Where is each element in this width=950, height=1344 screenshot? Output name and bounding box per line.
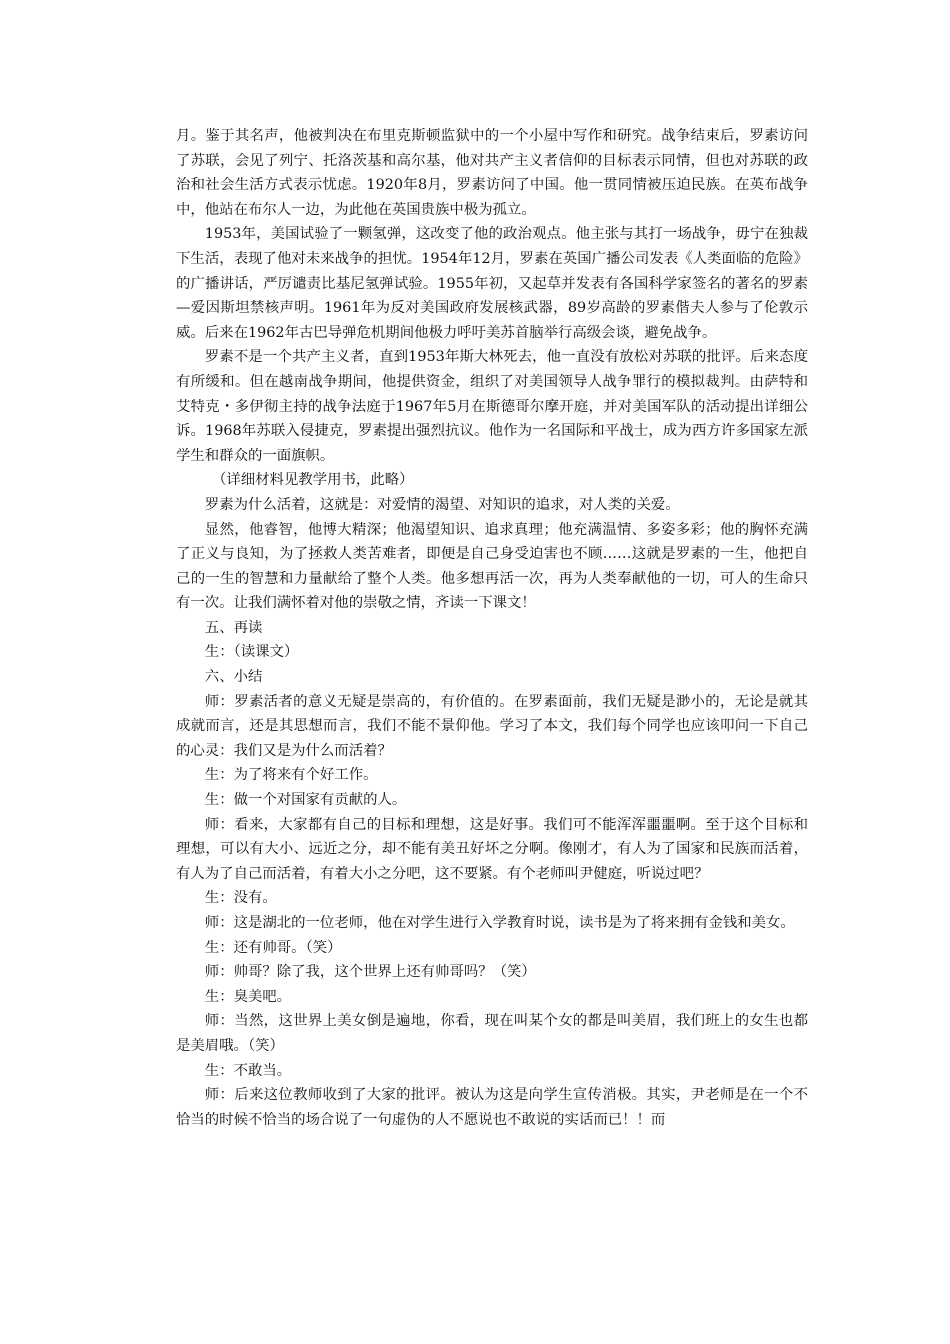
section-heading-summary: 六、小结: [204, 669, 263, 686]
paragraph-not-communist: 罗素不是一个共产主义者，直到1953年斯大林死去，他一直没有放松对苏联的批评。后来态度有所缓和。但在越南战争期间，他提供资金，组织了对美国领导人战争罪行的模拟裁判。由萨特和艾特克・多伊彻主持的战争法庭于1967年5月在斯德哥尔摩开庭，并对美国军队的活动提出详细公诉。1968年苏联入侵捷克，罗素提出强烈抗议。他作为一名国际和平战士，成为西方许多国家左派学生和群众的一面旗帜。: [176, 349, 808, 464]
paragraph-why-live: 罗素为什么活着，这就是：对爱情的渴望、对知识的追求，对人类的关爱。: [204, 496, 680, 513]
dialogue-line: 师：罗素活者的意义无疑是崇高的，有价值的。在罗素面前，我们无疑是渺小的，无论是就其成就而言，还是其思想而言，我们不能不景仰他。学习了本文，我们每个同学也应该叩问一下自己的心灵：我们又是为什么而活着？: [176, 693, 808, 759]
paragraph-reference-note: （详细材料见教学用书，此略）: [212, 472, 414, 489]
dialogue-line: 生：没有。: [204, 890, 277, 907]
dialogue-line: 师：当然，这世界上美女倒是遍地，你看，现在叫某个女的都是叫美眉，我们班上的女生也都是美眉哦。（笑）: [176, 1013, 808, 1054]
dialogue-line: 生：做一个对国家有贡献的人。: [204, 792, 407, 809]
dialogue-line: 师：帅哥？除了我，这个世界上还有帅哥吗？（笑）: [204, 964, 536, 981]
dialogue-line: 生：还有帅哥。（笑）: [204, 939, 342, 956]
dialogue-line: 师：后来这位教师收到了大家的批评。被认为这是向学生宣传消极。其实，尹老师是在一个不恰当的时候不恰当的场合说了一句虚伪的人不愿说也不敢说的实话而已！！而: [176, 1087, 808, 1128]
paragraph-hydrogen-bomb: 1953年，美国试验了一颗氢弹，这改变了他的政治观点。他主张与其打一场战争，毋宁在独裁下生活，表现了他对未来战争的担忧。1954年12月，罗素在英国广播公司发表《人类面临的危险》的广播讲话，严厉谴责比基尼氢弹试验。1955年初，又起草并发表有各国科学家签名的著名的罗素—爱因斯坦禁核声明。1961年为反对美国政府发展核武器，89岁高龄的罗素偕夫人参与了伦敦示威。后来在1962年古巴导弹危机期间他极力呼吁美苏首脑举行高级会谈，避免战争。: [176, 226, 808, 341]
dialogue-line: 师：这是湖北的一位老师，他在对学生进行入学教育时说，读书是为了将来拥有金钱和美女。: [204, 915, 795, 931]
paragraph-russell-life-summary: 显然，他睿智，他博大精深；他渴望知识、追求真理；他充满温情、多姿多彩；他的胸怀充满了正义与良知，为了拯救人类苦难者，即便是自己身受迫害也不顾……这就是罗素的一生，他把自己的一生的智慧和力量献给了整个人类。他多想再活一次，再为人类奉献他的一切，可人的生命只有一次。让我们满怀着对他的崇敬之情，齐读一下课文！: [176, 521, 808, 612]
dialogue-line: 生：（读课文）: [204, 644, 299, 661]
dialogue-line: 生：臭美吧。: [204, 988, 292, 1005]
paragraph-russell-imprisonment: 月。鉴于其名声，他被判决在布里克斯顿监狱中的一个小屋中写作和研究。战争结束后，罗素访问了苏联，会见了列宁、托洛茨基和高尔基，他对共产主义者信仰的目标表示同情，但也对苏联的政治和社会生活方式表示忧虑。1920年8月，罗素访问了中国。他一贯同情被压迫民族。在英布战争中，他站在布尔人一边，为此他在英国贵族中极为孤立。: [176, 128, 808, 218]
document-body: [176, 124, 808, 1132]
section-heading-reread: 五、再读: [204, 619, 263, 636]
dialogue-line: 生：不敢当。: [204, 1062, 292, 1079]
dialogue-line: 师：看来，大家都有自己的目标和理想，这是好事。我们可不能浑浑噩噩啊。至于这个目标和理想，可以有大小、远近之分，却不能有美丑好坏之分啊。像刚才，有人为了国家和民族而活着，有人为了自己而活着，有着大小之分吧，这不要紧。有个老师叫尹健庭，听说过吧？: [176, 816, 808, 882]
dialogue-line: 生：为了将来有个好工作。: [204, 767, 378, 784]
